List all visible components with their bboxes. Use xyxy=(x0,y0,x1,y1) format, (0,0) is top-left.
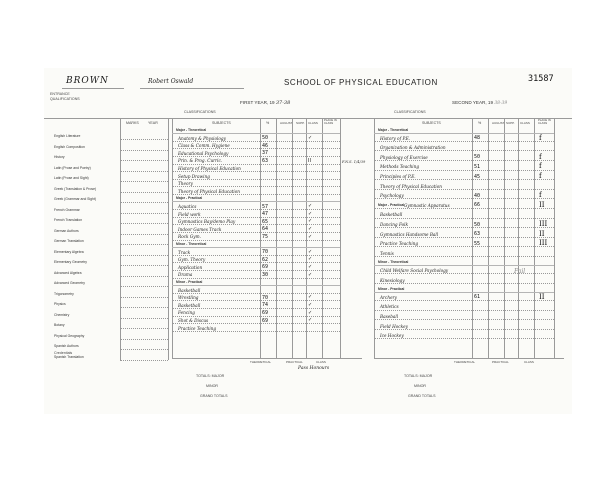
sy-group-label: Major - Practical xyxy=(378,202,405,207)
fy-col-place: PLACE IN CLASS xyxy=(324,118,337,125)
fy-subject: Track xyxy=(178,249,191,255)
fy-pct: 30 xyxy=(262,271,269,278)
sy-pct: 55 xyxy=(474,240,481,247)
fy-group-label: Major - Practical xyxy=(176,196,203,201)
fy-subject: Basketball xyxy=(178,287,201,293)
sy-margin-note: Fail xyxy=(514,268,526,275)
fy-class-mark: ✓ xyxy=(308,317,313,324)
sy-subject: History of P.E. xyxy=(380,135,411,141)
fy-pct: 46 xyxy=(262,142,269,149)
entrance-row-rule xyxy=(120,339,168,340)
sy-pct: 48 xyxy=(474,135,481,142)
sy-grade: f xyxy=(539,172,542,180)
sy-row-rule xyxy=(374,273,554,274)
sy-grade: III xyxy=(539,239,548,248)
fy-row-rule xyxy=(172,194,340,195)
sy-subject: Dancing Folk xyxy=(380,222,409,227)
sy-total-minor: MINOR xyxy=(414,384,426,388)
entrance-subject: German Authors xyxy=(54,228,79,233)
fy-row-rule xyxy=(172,179,340,180)
sy-row-rule xyxy=(374,189,554,190)
fy-class-mark: ✓ xyxy=(308,271,313,278)
sy-col-supp: SUPP. xyxy=(506,121,515,125)
fy-class-mark: ✓ xyxy=(308,302,313,308)
sy-col-pct: % xyxy=(478,121,482,125)
fy-row-rule xyxy=(172,255,340,256)
sy-group-rule xyxy=(374,292,554,293)
fy-pct: 62 xyxy=(262,256,269,263)
sy-row-rule xyxy=(374,246,554,247)
sy-subject: Basketball xyxy=(380,212,403,218)
surname: BROWN xyxy=(66,76,109,86)
entrance-subject: English Literature xyxy=(54,134,81,138)
fy-group-label: Minor - Practical xyxy=(176,280,203,284)
sy-pct: 45 xyxy=(474,173,481,180)
sy-grade: II xyxy=(539,200,545,209)
fy-col-class: CLASS xyxy=(308,121,318,125)
entrance-subject: Greek (Grammar and Sight) xyxy=(54,197,97,201)
sy-grand-total: GRAND TOTALS xyxy=(408,394,436,398)
fy-class-mark: ✓ xyxy=(308,248,313,255)
fy-class-mark: ✓ xyxy=(308,226,313,232)
entrance-subject: Trigonometry xyxy=(54,291,74,296)
entrance-row-rule xyxy=(120,150,168,151)
entrance-row-rule xyxy=(120,255,168,256)
first-year-heading xyxy=(240,100,290,106)
entrance-row-rule xyxy=(120,202,168,203)
sy-subject: Archery xyxy=(380,294,397,300)
school-title: SCHOOL OF PHYSICAL EDUCATION xyxy=(284,78,438,87)
sy-subject: Baseball xyxy=(380,314,399,319)
second-year-value: 38-39 xyxy=(494,101,508,106)
sy-subject: Field Hockey xyxy=(380,323,408,329)
fy-pct: 63 xyxy=(262,157,269,164)
sy-group-rule xyxy=(374,265,554,266)
sy-subject: Methods Teaching xyxy=(380,164,420,170)
sy-row-rule xyxy=(374,179,554,180)
sy-pct: 61 xyxy=(474,294,481,301)
sy-subject: Child Welfare Social Psychology xyxy=(380,268,449,273)
sy-pct: 66 xyxy=(474,202,481,209)
sy-pct: 50 xyxy=(474,221,481,228)
sy-row-rule xyxy=(374,208,554,209)
first-year-classifications: CLASSIFICATIONS xyxy=(184,110,216,114)
fy-class-mark: ✓ xyxy=(308,218,313,225)
entrance-row-rule xyxy=(120,171,168,172)
fy-subject: Fencing xyxy=(178,310,195,316)
entrance-subject: Physical Geography xyxy=(54,333,85,338)
fy-row-rule xyxy=(172,331,340,332)
sy-row-rule xyxy=(374,283,554,284)
entrance-subject: Elementary Geometry xyxy=(54,260,87,264)
sy-row-rule xyxy=(374,329,554,330)
entrance-subject: Spanish Authors xyxy=(54,344,79,348)
entrance-row-rule xyxy=(120,139,168,140)
fy-row-rule xyxy=(172,171,340,172)
fy-footer-theoretical: THEORETICAL xyxy=(250,360,272,364)
fy-row-rule xyxy=(172,240,340,241)
entrance-row-rule xyxy=(120,349,168,350)
sy-group-label: Minor - Theoretical xyxy=(378,260,409,265)
fy-class-mark: ✓ xyxy=(308,294,313,301)
fy-row-rule xyxy=(172,308,340,309)
sy-subject: Principles of P.E. xyxy=(380,174,416,179)
entrance-row-rule xyxy=(120,160,168,161)
entrance-row-rule xyxy=(120,234,168,235)
entrance-heading: ENTRANCE QUALIFICATIONS xyxy=(50,92,80,101)
fy-class-mark: ✓ xyxy=(308,309,313,316)
fy-subject: Theory of Physical Education xyxy=(178,188,240,194)
fy-class-mark: ✓ xyxy=(308,256,313,263)
sy-subject: Gymnastics Handsome Ball xyxy=(380,231,439,237)
fy-row-rule xyxy=(172,141,340,142)
entrance-subject: Elementary Algebra xyxy=(54,249,84,254)
entrance-row-rule xyxy=(120,286,168,287)
fy-margin-note: F.N.S. 1/4/39 xyxy=(342,160,366,164)
sy-row-rule xyxy=(374,338,554,339)
fy-grand-total: GRAND TOTALS xyxy=(200,394,228,398)
fy-pct: 64 xyxy=(262,226,269,233)
sy-grade: f xyxy=(539,152,542,161)
fy-subject: Class & Comm. Hygiene xyxy=(178,143,230,149)
fy-pct: 70 xyxy=(262,249,269,256)
fy-subject: Field work xyxy=(178,211,201,217)
fy-subject: Indoor Games Track xyxy=(178,226,222,232)
sy-row-rule xyxy=(374,237,554,238)
fy-row-rule xyxy=(172,323,340,324)
sy-group-rule xyxy=(374,133,554,134)
fy-subject: Educational Psychology xyxy=(178,150,229,156)
fy-subject: Wrestling xyxy=(178,295,199,301)
sy-subject: Kinesiology xyxy=(380,277,405,283)
fy-subject: Rock Gym. xyxy=(178,234,201,240)
first-year-value: 37-38 xyxy=(275,100,291,106)
sy-pct: 40 xyxy=(474,192,481,199)
entrance-subject: English Composition xyxy=(54,144,85,149)
sy-subject: Tennis xyxy=(380,250,394,256)
fy-row-rule xyxy=(172,278,340,279)
second-year-classifications: CLASSIFICATIONS xyxy=(394,110,426,114)
record-card xyxy=(44,68,572,414)
entrance-row-rule xyxy=(120,265,168,266)
entrance-subject: Physics xyxy=(54,302,66,306)
entrance-row-rule xyxy=(120,223,168,224)
sy-subject: Practice Teaching xyxy=(380,241,419,247)
entrance-col-year: YEAR xyxy=(148,121,158,125)
entrance-row-rule xyxy=(120,213,168,214)
fy-pct: 37 xyxy=(262,150,269,157)
entrance-row-rule xyxy=(120,276,168,277)
fy-footer-hand: Pass Honours xyxy=(298,366,330,371)
entrance-row-rule xyxy=(120,181,168,182)
fy-row-rule xyxy=(172,270,340,271)
fy-subject: Aquatics xyxy=(178,204,197,209)
fy-class-mark: ✓ xyxy=(308,134,313,141)
sy-subject: Gymnastic Apparatus xyxy=(404,202,450,208)
fy-pct: 65 xyxy=(262,218,269,225)
fy-pct: 69 xyxy=(262,309,269,316)
fy-pct: 70 xyxy=(262,294,269,301)
fy-subject: Basketball xyxy=(178,302,201,308)
sy-row-rule xyxy=(374,218,554,219)
sy-group-label: Minor - Practical xyxy=(378,287,405,292)
sy-footer-theoretical: THEORETICAL xyxy=(454,360,476,364)
fy-group-rule xyxy=(172,201,340,202)
fy-pct: 47 xyxy=(262,211,269,218)
entrance-subject: Spanish Translation xyxy=(54,354,84,359)
entrance-subject: Latin (Prose and Poetry) xyxy=(54,165,91,170)
sy-grade: f xyxy=(539,191,542,200)
sy-group-label: Major - Theoretical xyxy=(378,128,409,132)
entrance-row-rule xyxy=(120,328,168,329)
sy-col-place: PLACE IN CLASS xyxy=(538,118,551,125)
entrance-subject: Chemistry xyxy=(54,312,70,317)
fy-class-mark: ✓ xyxy=(308,210,313,217)
fy-row-rule xyxy=(172,300,340,301)
fy-class-mark: ✓ xyxy=(308,233,313,240)
fy-subject: Gym. Theory xyxy=(178,257,206,263)
fy-row-rule xyxy=(172,224,340,225)
fy-subject: Gymnastics Bay/demo Play xyxy=(178,219,236,225)
fy-col-august: AUGUST xyxy=(280,121,293,125)
first-year-label: FIRST YEAR, 19 xyxy=(240,100,275,105)
fy-subject: History of Physical Education xyxy=(178,166,241,171)
sy-grade: III xyxy=(539,220,548,228)
sy-subject: Physiology of Exercise xyxy=(380,154,428,160)
sy-row-rule xyxy=(374,256,554,257)
record-number: 31587 xyxy=(528,74,554,84)
entrance-row-rule xyxy=(120,244,168,245)
entrance-row-rule xyxy=(120,360,168,361)
sy-col-class: CLASS xyxy=(520,121,530,125)
fy-pct: 74 xyxy=(262,302,269,309)
fy-col-subjects: SUBJECTS xyxy=(212,121,231,125)
fy-pct: 50 xyxy=(262,135,269,142)
fy-subject: Anatomy & Physiology xyxy=(178,135,226,141)
sy-row-rule xyxy=(374,198,554,199)
sy-row-rule xyxy=(374,227,554,228)
fy-group-rule xyxy=(172,285,340,286)
sy-grade: II xyxy=(539,229,545,238)
entrance-subject: French Translation xyxy=(54,218,83,222)
entrance-subject: German Translation xyxy=(54,239,84,243)
sy-row-rule xyxy=(374,170,554,171)
sy-row-rule xyxy=(374,160,554,161)
fy-class-mark: II xyxy=(308,157,311,164)
sy-footer-practical: PRACTICAL xyxy=(492,360,509,364)
fy-pct: 69 xyxy=(262,317,269,324)
sy-subject: Theory of Physical Education xyxy=(380,183,442,189)
sy-grade: f xyxy=(539,162,542,171)
second-year-heading xyxy=(452,100,507,106)
fy-pct: 69 xyxy=(262,264,269,271)
fy-total-major: TOTALS: MAJOR xyxy=(196,374,225,378)
fy-class-mark: ✓ xyxy=(308,203,313,210)
given-name: Robert Oswald xyxy=(148,78,194,85)
sy-col-august: AUGUST xyxy=(492,121,505,125)
entrance-row-rule xyxy=(120,192,168,193)
fy-row-rule xyxy=(172,156,340,157)
entrance-subject: Latin (Prose and Sight) xyxy=(54,176,89,180)
entrance-subject: Botany xyxy=(54,323,65,327)
fy-subject: Setup Drawing xyxy=(178,173,210,179)
fy-col-supp: SUPP. xyxy=(296,121,305,125)
sy-subject: Ice Hockey xyxy=(380,333,404,339)
sy-row-rule xyxy=(374,310,554,311)
fy-col-pct: % xyxy=(266,121,270,125)
fy-subject: Practice Teaching xyxy=(178,325,217,331)
sy-footer-class: CLASS xyxy=(524,360,534,364)
fy-pct: 57 xyxy=(262,203,269,210)
sy-subject: Organization & Administration xyxy=(380,145,446,151)
fy-subject: Drama xyxy=(178,272,193,278)
fy-group-rule xyxy=(172,247,340,248)
fy-footer-practical: PRACTICAL xyxy=(286,360,303,364)
fy-subject: Shot & Discus xyxy=(178,318,209,323)
fy-row-rule xyxy=(172,164,340,165)
sy-col-subjects: SUBJECTS xyxy=(422,121,441,125)
fy-subject: Theory xyxy=(178,181,193,187)
sy-subject: Athletics xyxy=(380,304,399,310)
fy-group-rule xyxy=(172,133,340,134)
fy-class-mark: ✓ xyxy=(308,264,313,270)
sy-row-rule xyxy=(374,300,554,301)
sy-pct: 50 xyxy=(474,154,481,161)
fy-subject: Application xyxy=(178,264,203,270)
sy-grade: II xyxy=(539,292,545,301)
entrance-subject: Greek (Translation & Prose) xyxy=(54,186,97,191)
fy-row-rule xyxy=(172,148,340,149)
sy-row-rule xyxy=(374,319,554,320)
sy-pct: 51 xyxy=(474,163,481,170)
fy-row-rule xyxy=(172,217,340,218)
fy-group-label: Major - Theoretical xyxy=(176,128,207,132)
entrance-row-rule xyxy=(120,307,168,308)
entrance-col-marks: MARKS xyxy=(126,121,139,125)
fy-row-rule xyxy=(172,232,340,233)
entrance-subject: French Grammar xyxy=(54,207,80,212)
entrance-row-rule xyxy=(120,297,168,298)
fy-pct: 75 xyxy=(262,233,269,240)
fy-row-rule xyxy=(172,262,340,263)
entrance-row-rule xyxy=(120,318,168,319)
sy-total-major: TOTALS: MAJOR xyxy=(404,374,433,378)
sy-grade: f xyxy=(539,133,542,142)
fy-row-rule xyxy=(172,186,340,187)
fy-subject: Prin. & Prog. Curric. xyxy=(178,158,223,164)
fy-row-rule xyxy=(172,209,340,210)
fy-row-rule xyxy=(172,293,340,294)
fy-total-minor: MINOR xyxy=(206,384,218,388)
entrance-subject: Advanced Geometry xyxy=(54,281,85,285)
entrance-subject: History xyxy=(54,155,65,159)
credentials-label: Credentials xyxy=(54,351,73,355)
sy-row-rule xyxy=(374,150,554,151)
sy-row-rule xyxy=(374,141,554,142)
second-year-label: SECOND YEAR, 19 xyxy=(452,100,494,105)
fy-group-label: Minor - Theoretical xyxy=(176,242,207,246)
sy-pct: 63 xyxy=(474,231,481,238)
fy-footer-class: CLASS xyxy=(316,360,326,364)
fy-row-rule xyxy=(172,316,340,317)
sy-subject: Psychology xyxy=(380,193,404,199)
entrance-subject: Advanced Algebra xyxy=(54,270,82,275)
